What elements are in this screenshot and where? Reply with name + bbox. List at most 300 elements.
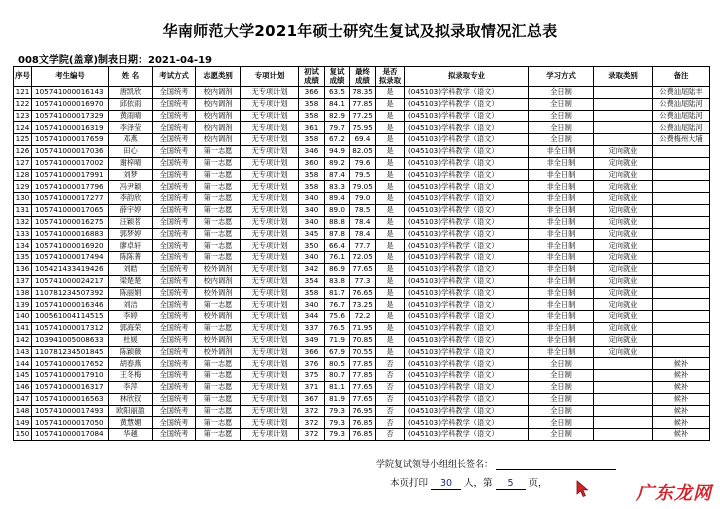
table-cell: 无专项计划 [241, 358, 299, 370]
table-cell: 非全日制 [529, 181, 594, 193]
table-cell: 是 [376, 275, 405, 287]
table-cell: 全国统考 [153, 157, 196, 169]
table-cell: (045103)学科教学（语文） [405, 299, 529, 311]
table-cell: 全国统考 [153, 299, 196, 311]
table-cell: 黄雨晴 [109, 110, 153, 122]
table-cell: 刘梦 [109, 169, 153, 181]
table-cell: 校内调剂 [196, 110, 241, 122]
table-cell: 定向就业 [594, 240, 653, 252]
table-cell: 非全日制 [529, 334, 594, 346]
table-cell: 105741000016970 [32, 98, 109, 110]
table-row [14, 429, 710, 441]
table-cell: 80.7 [325, 370, 350, 382]
table-cell: 无专项计划 [241, 334, 299, 346]
table-cell: 148 [14, 405, 32, 417]
table-cell: 否 [376, 417, 405, 429]
table-cell: 是 [376, 87, 405, 99]
table-cell [653, 228, 710, 240]
table-cell: (045103)学科教学（语文） [405, 157, 529, 169]
table-cell: 105741000017329 [32, 110, 109, 122]
table-cell: 是 [376, 157, 405, 169]
table-cell: 全国统考 [153, 370, 196, 382]
table-cell: 梁楚楚 [109, 275, 153, 287]
table-cell: 第一志愿 [196, 252, 241, 264]
table-cell: 358 [299, 98, 325, 110]
table-cell: (045103)学科教学（语文） [405, 240, 529, 252]
table-cell: (045103)学科教学（语文） [405, 181, 529, 193]
table-cell: 349 [299, 334, 325, 346]
table-cell [653, 240, 710, 252]
table-cell [594, 110, 653, 122]
table-cell: 105741000016346 [32, 299, 109, 311]
table-cell: 79.3 [325, 405, 350, 417]
table-cell: 否 [376, 358, 405, 370]
table-row [14, 110, 710, 122]
table-row [14, 346, 710, 358]
table-cell: 全国统考 [153, 311, 196, 323]
table-cell: 105741000017991 [32, 169, 109, 181]
table-row [14, 145, 710, 157]
table-cell: 94.9 [325, 145, 350, 157]
table-cell: (045103)学科教学（语文） [405, 417, 529, 429]
table-cell: (045103)学科教学（语文） [405, 98, 529, 110]
table-cell: 全国统考 [153, 134, 196, 146]
table-cell: 105741000017084 [32, 429, 109, 441]
table-cell: 华越 [109, 429, 153, 441]
table-cell: 无专项计划 [241, 393, 299, 405]
table-cell: (045103)学科教学（语文） [405, 263, 529, 275]
column-header: 录取类别 [594, 67, 653, 87]
table-cell: 李韵欣 [109, 193, 153, 205]
table-cell: 149 [14, 417, 32, 429]
table-cell: 75.95 [350, 122, 376, 134]
column-header: 复试 成绩 [325, 67, 350, 87]
table-cell: 是 [376, 252, 405, 264]
table-row [14, 98, 710, 110]
table-cell: 105741000017493 [32, 405, 109, 417]
table-cell: 77.85 [350, 370, 376, 382]
table-row [14, 370, 710, 382]
table-cell [653, 263, 710, 275]
table-cell: 杜媛 [109, 334, 153, 346]
table-cell: 全国统考 [153, 228, 196, 240]
table-cell: 69.4 [350, 134, 376, 146]
table-cell: 第一志愿 [196, 145, 241, 157]
table-cell: (045103)学科教学（语文） [405, 322, 529, 334]
table-cell: 定向就业 [594, 322, 653, 334]
table-cell: 340 [299, 193, 325, 205]
table-cell: 否 [376, 405, 405, 417]
table-cell: 无专项计划 [241, 322, 299, 334]
table-cell: 非全日制 [529, 204, 594, 216]
table-cell: 郭海荣 [109, 322, 153, 334]
table-cell: 公费梅州大埔 [653, 134, 710, 146]
table-row [14, 287, 710, 299]
table-cell: 82.9 [325, 110, 350, 122]
table-cell: 李萍 [109, 381, 153, 393]
column-header: 志愿类别 [196, 67, 241, 87]
table-cell: 121 [14, 87, 32, 99]
table-cell: 78.4 [350, 216, 376, 228]
table-cell: 340 [299, 216, 325, 228]
table-cell: 是 [376, 228, 405, 240]
table-cell [594, 417, 653, 429]
table-cell: 105741000016920 [32, 240, 109, 252]
table-cell: 全国统考 [153, 169, 196, 181]
table-cell: 唐凯欣 [109, 87, 153, 99]
table-cell: 公费汕尾陆河 [653, 122, 710, 134]
table-cell: 86.9 [325, 263, 350, 275]
table-cell [594, 393, 653, 405]
table-cell: 358 [299, 134, 325, 146]
table-cell: 王冬梅 [109, 370, 153, 382]
table-cell: 131 [14, 204, 32, 216]
table-cell: 非全日制 [529, 145, 594, 157]
signature-label: 学院复试领导小组组长签名： [376, 460, 494, 470]
table-cell: 145 [14, 370, 32, 382]
table-cell: 350 [299, 240, 325, 252]
table-cell: 105741000017036 [32, 145, 109, 157]
admission-table [13, 66, 710, 441]
table-row [14, 263, 710, 275]
table-cell: (045103)学科教学（语文） [405, 145, 529, 157]
table-cell: 全国统考 [153, 110, 196, 122]
table-cell: (045103)学科教学（语文） [405, 228, 529, 240]
table-cell: 81.9 [325, 393, 350, 405]
table-cell: 无专项计划 [241, 370, 299, 382]
table-cell: 是 [376, 134, 405, 146]
table-cell: 非全日制 [529, 169, 594, 181]
table-cell: 367 [299, 393, 325, 405]
table-cell: 是 [376, 204, 405, 216]
table-cell: (045103)学科教学（语文） [405, 370, 529, 382]
table-cell [653, 157, 710, 169]
table-cell: 全日制 [529, 134, 594, 146]
table-cell: 81.7 [325, 287, 350, 299]
table-cell: 非全日制 [529, 157, 594, 169]
table-cell: 340 [299, 204, 325, 216]
table-cell: 是 [376, 216, 405, 228]
table-cell: 127 [14, 157, 32, 169]
table-cell: 78.5 [350, 204, 376, 216]
table-cell: 105741000016563 [32, 393, 109, 405]
table-cell [653, 145, 710, 157]
table-cell: 全国统考 [153, 429, 196, 441]
document-subtitle: 008文学院(盖章)制表日期：2021-04-19 [18, 55, 212, 66]
table-cell: 105741000017002 [32, 157, 109, 169]
table-cell: 公费汕尾陆河 [653, 110, 710, 122]
table-cell: 刘皓 [109, 263, 153, 275]
table-cell: 63.5 [325, 87, 350, 99]
table-cell: 105741000016317 [32, 381, 109, 393]
table-cell: 71.95 [350, 322, 376, 334]
table-cell: 校外调剂 [196, 263, 241, 275]
table-cell: (045103)学科教学（语文） [405, 216, 529, 228]
table-cell: 134 [14, 240, 32, 252]
table-cell: 89.4 [325, 193, 350, 205]
print-prefix: 本页打印 [390, 478, 429, 489]
table-cell: 77.85 [350, 358, 376, 370]
table-cell: 陈陈菁 [109, 252, 153, 264]
table-cell: 校外调剂 [196, 311, 241, 323]
table-cell: 全日制 [529, 393, 594, 405]
table-cell: 全国统考 [153, 181, 196, 193]
table-cell: 刘洁 [109, 299, 153, 311]
table-cell: 360 [299, 157, 325, 169]
table-cell: 谢梓晴 [109, 157, 153, 169]
table-cell: 非全日制 [529, 311, 594, 323]
table-cell: (045103)学科教学（语文） [405, 110, 529, 122]
table-cell: 是 [376, 346, 405, 358]
column-header: 最终 成绩 [350, 67, 376, 87]
table-cell: 无专项计划 [241, 429, 299, 441]
table-cell: (045103)学科教学（语文） [405, 134, 529, 146]
table-cell: 79.0 [350, 193, 376, 205]
document-title: 华南师范大学2021年硕士研究生复试及拟录取情况汇总表 [162, 22, 558, 40]
table-cell: 全国统考 [153, 358, 196, 370]
table-cell [653, 287, 710, 299]
table-cell [653, 252, 710, 264]
table-cell: 147 [14, 393, 32, 405]
table-cell: 371 [299, 381, 325, 393]
table-cell: 定向就业 [594, 346, 653, 358]
table-cell: 第一志愿 [196, 393, 241, 405]
table-cell: (045103)学科教学（语文） [405, 193, 529, 205]
table-cell: (045103)学科教学（语文） [405, 87, 529, 99]
table-cell: 无专项计划 [241, 263, 299, 275]
table-row [14, 334, 710, 346]
table-header-row [14, 67, 710, 87]
table-cell: 103941005008633 [32, 334, 109, 346]
table-cell: 第一志愿 [196, 322, 241, 334]
column-header: 考生编号 [32, 67, 109, 87]
table-cell: 全国统考 [153, 145, 196, 157]
table-cell: 定向就业 [594, 299, 653, 311]
table-cell: 定向就业 [594, 252, 653, 264]
table-cell: 76.85 [350, 429, 376, 441]
table-cell: 75.6 [325, 311, 350, 323]
table-cell: 70.85 [350, 334, 376, 346]
table-cell: 非全日制 [529, 252, 594, 264]
table-row [14, 122, 710, 134]
table-cell: 105741000017277 [32, 193, 109, 205]
table-row [14, 322, 710, 334]
table-cell: 105741000016143 [32, 87, 109, 99]
table-cell [653, 193, 710, 205]
table-cell: 无专项计划 [241, 216, 299, 228]
table-cell: 无专项计划 [241, 134, 299, 146]
table-cell: 87.4 [325, 169, 350, 181]
table-cell: 非全日制 [529, 322, 594, 334]
table-cell: (045103)学科教学（语文） [405, 393, 529, 405]
table-cell: 第一志愿 [196, 240, 241, 252]
table-cell: 是 [376, 311, 405, 323]
table-cell: 全日制 [529, 358, 594, 370]
table-row [14, 417, 710, 429]
table-cell: 142 [14, 334, 32, 346]
table-cell: 定向就业 [594, 228, 653, 240]
table-cell: (045103)学科教学（语文） [405, 204, 529, 216]
table-cell: 72.05 [350, 252, 376, 264]
table-cell: 79.5 [350, 169, 376, 181]
table-cell: 否 [376, 393, 405, 405]
table-cell: 候补 [653, 381, 710, 393]
table-cell: 全日制 [529, 405, 594, 417]
table-cell: 105741000017659 [32, 134, 109, 146]
table-cell: 是 [376, 322, 405, 334]
table-cell: 129 [14, 181, 32, 193]
table-cell: 黄慧媚 [109, 417, 153, 429]
table-cell: 全国统考 [153, 322, 196, 334]
table-cell: 全国统考 [153, 275, 196, 287]
table-cell: (045103)学科教学（语文） [405, 405, 529, 417]
table-cell: 无专项计划 [241, 110, 299, 122]
table-cell: 定向就业 [594, 216, 653, 228]
table-cell: 李婷 [109, 311, 153, 323]
table-cell: 公费汕尾陆丰 [653, 87, 710, 99]
table-cell: 105741000024217 [32, 275, 109, 287]
table-cell: 无专项计划 [241, 145, 299, 157]
table-cell: 78.4 [350, 228, 376, 240]
table-cell: 105741000017312 [32, 322, 109, 334]
table-cell [594, 122, 653, 134]
table-cell: 汪颖茗 [109, 216, 153, 228]
table-cell: 无专项计划 [241, 299, 299, 311]
table-cell: 第一志愿 [196, 181, 241, 193]
table-cell [653, 204, 710, 216]
table-cell: 全国统考 [153, 287, 196, 299]
table-cell: 第一志愿 [196, 429, 241, 441]
table-cell: 105741000017494 [32, 252, 109, 264]
table-cell: 定向就业 [594, 157, 653, 169]
table-cell: 是 [376, 145, 405, 157]
table-cell: 校外调剂 [196, 334, 241, 346]
table-cell: (045103)学科教学（语文） [405, 275, 529, 287]
table-cell: (045103)学科教学（语文） [405, 346, 529, 358]
table-cell: 77.65 [350, 263, 376, 275]
table-cell: 340 [299, 252, 325, 264]
table-cell: 144 [14, 358, 32, 370]
table-cell: 候补 [653, 393, 710, 405]
table-cell: 372 [299, 417, 325, 429]
table-cell: 135 [14, 252, 32, 264]
table-cell: 第一志愿 [196, 381, 241, 393]
table-cell: 是 [376, 299, 405, 311]
table-cell [594, 381, 653, 393]
table-row [14, 87, 710, 99]
table-row [14, 134, 710, 146]
table-cell: 第一志愿 [196, 216, 241, 228]
table-cell: 是 [376, 122, 405, 134]
table-cell: 105741000016883 [32, 228, 109, 240]
table-cell: 133 [14, 228, 32, 240]
table-cell: 81.1 [325, 381, 350, 393]
table-row [14, 405, 710, 417]
table-row [14, 216, 710, 228]
table-cell: 是 [376, 98, 405, 110]
table-cell: 是 [376, 263, 405, 275]
table-cell: 全国统考 [153, 263, 196, 275]
table-cell: 无专项计划 [241, 181, 299, 193]
table-cell [653, 275, 710, 287]
table-cell [594, 134, 653, 146]
table-cell: 是 [376, 181, 405, 193]
table-cell: 田心 [109, 145, 153, 157]
table-cell: 76.5 [325, 322, 350, 334]
table-cell: 138 [14, 287, 32, 299]
table-row [14, 275, 710, 287]
table-cell: (045103)学科教学（语文） [405, 429, 529, 441]
table-row [14, 240, 710, 252]
table-cell: 是 [376, 287, 405, 299]
table-cell: 第一志愿 [196, 169, 241, 181]
table-cell: 候补 [653, 417, 710, 429]
table-cell: 88.8 [325, 216, 350, 228]
table-cell: 第一志愿 [196, 228, 241, 240]
table-row [14, 204, 710, 216]
table-cell: 79.05 [350, 181, 376, 193]
table-cell: 89.2 [325, 157, 350, 169]
table-cell: 无专项计划 [241, 346, 299, 358]
table-cell: 候补 [653, 405, 710, 417]
table-cell: 358 [299, 181, 325, 193]
table-cell: 定向就业 [594, 334, 653, 346]
table-cell: 无专项计划 [241, 252, 299, 264]
table-cell: 122 [14, 98, 32, 110]
table-cell: (045103)学科教学（语文） [405, 334, 529, 346]
table-row [14, 193, 710, 205]
table-cell: 全国统考 [153, 381, 196, 393]
table-cell: 第一志愿 [196, 358, 241, 370]
table-row [14, 157, 710, 169]
table-cell: 全国统考 [153, 87, 196, 99]
table-cell: 校内调剂 [196, 98, 241, 110]
signature-blank [496, 460, 616, 470]
table-cell [653, 299, 710, 311]
table-cell: 非全日制 [529, 287, 594, 299]
table-cell: 无专项计划 [241, 169, 299, 181]
table-row [14, 299, 710, 311]
column-header: 备注 [653, 67, 710, 87]
table-cell: 105741000017910 [32, 370, 109, 382]
column-header: 考试方式 [153, 67, 196, 87]
watermark-logo: 广东龙网 [636, 483, 712, 504]
table-cell: 定向就业 [594, 193, 653, 205]
table-cell: 非全日制 [529, 228, 594, 240]
table-cell: 郭梦婷 [109, 228, 153, 240]
table-cell: 全国统考 [153, 405, 196, 417]
table-row [14, 169, 710, 181]
table-cell: 124 [14, 122, 32, 134]
table-cell: 76.95 [350, 405, 376, 417]
table-cell: 76.85 [350, 417, 376, 429]
table-cell: 67.2 [325, 134, 350, 146]
column-header: 专项计划 [241, 67, 299, 87]
table-cell [594, 429, 653, 441]
table-cell: 73.25 [350, 299, 376, 311]
table-cell: 105741000017065 [32, 204, 109, 216]
table-cell: 是 [376, 169, 405, 181]
table-cell: 薛宇婷 [109, 204, 153, 216]
table-cell: 89.0 [325, 204, 350, 216]
table-row [14, 381, 710, 393]
table-cell: 候补 [653, 429, 710, 441]
table-cell: 87.8 [325, 228, 350, 240]
table-cell: 第一志愿 [196, 417, 241, 429]
table-row [14, 393, 710, 405]
table-cell [653, 334, 710, 346]
table-cell: 全日制 [529, 429, 594, 441]
